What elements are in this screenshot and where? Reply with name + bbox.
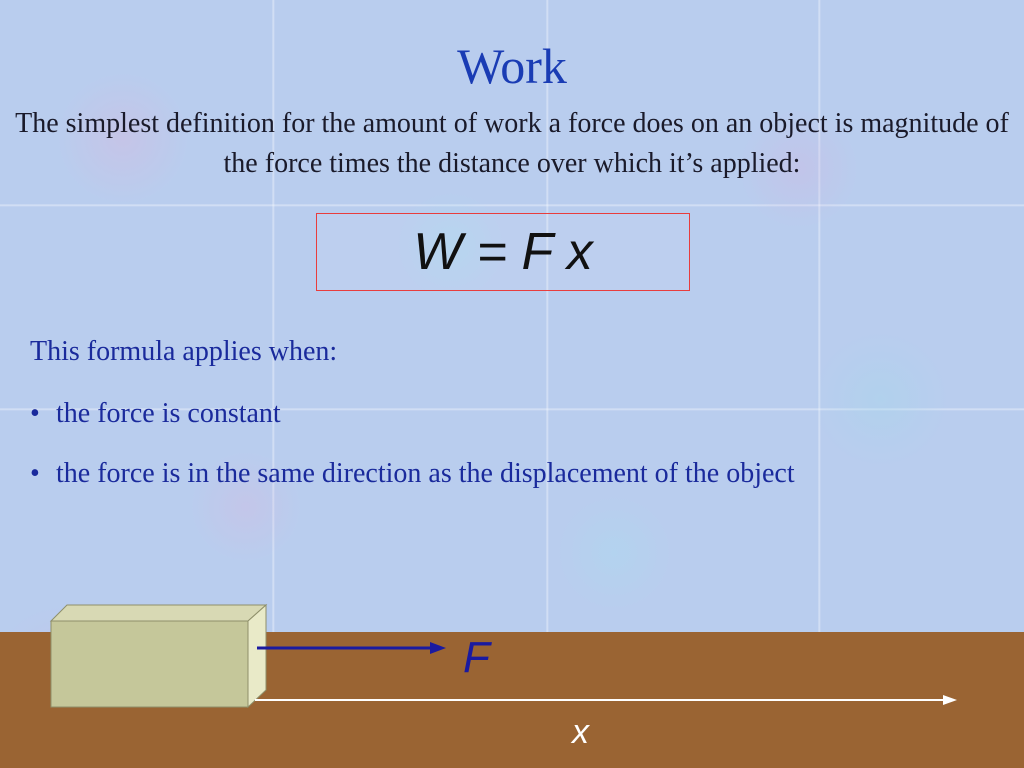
bullet: • — [30, 458, 40, 489]
block-top-face — [51, 605, 266, 621]
definition-text: The simplest definition for the amount of work a force does on an object is magnitude of the force times the distance over which it’s applied: — [15, 108, 1009, 179]
block-side-face — [248, 605, 266, 707]
conditions-intro: This formula applies when: — [30, 336, 338, 367]
block-front-face — [51, 621, 248, 707]
force-label: F — [463, 633, 490, 682]
slide-title: Work — [457, 38, 567, 94]
displacement-arrow-head — [943, 695, 957, 705]
force-arrow-head — [430, 642, 446, 654]
formula-text: W = F x — [413, 223, 593, 281]
condition-text: the force is constant — [56, 398, 281, 429]
condition-text: the force is in the same direction as the displacement of the object — [56, 458, 795, 489]
bullet: • — [30, 398, 40, 429]
displacement-label: x — [572, 713, 589, 751]
